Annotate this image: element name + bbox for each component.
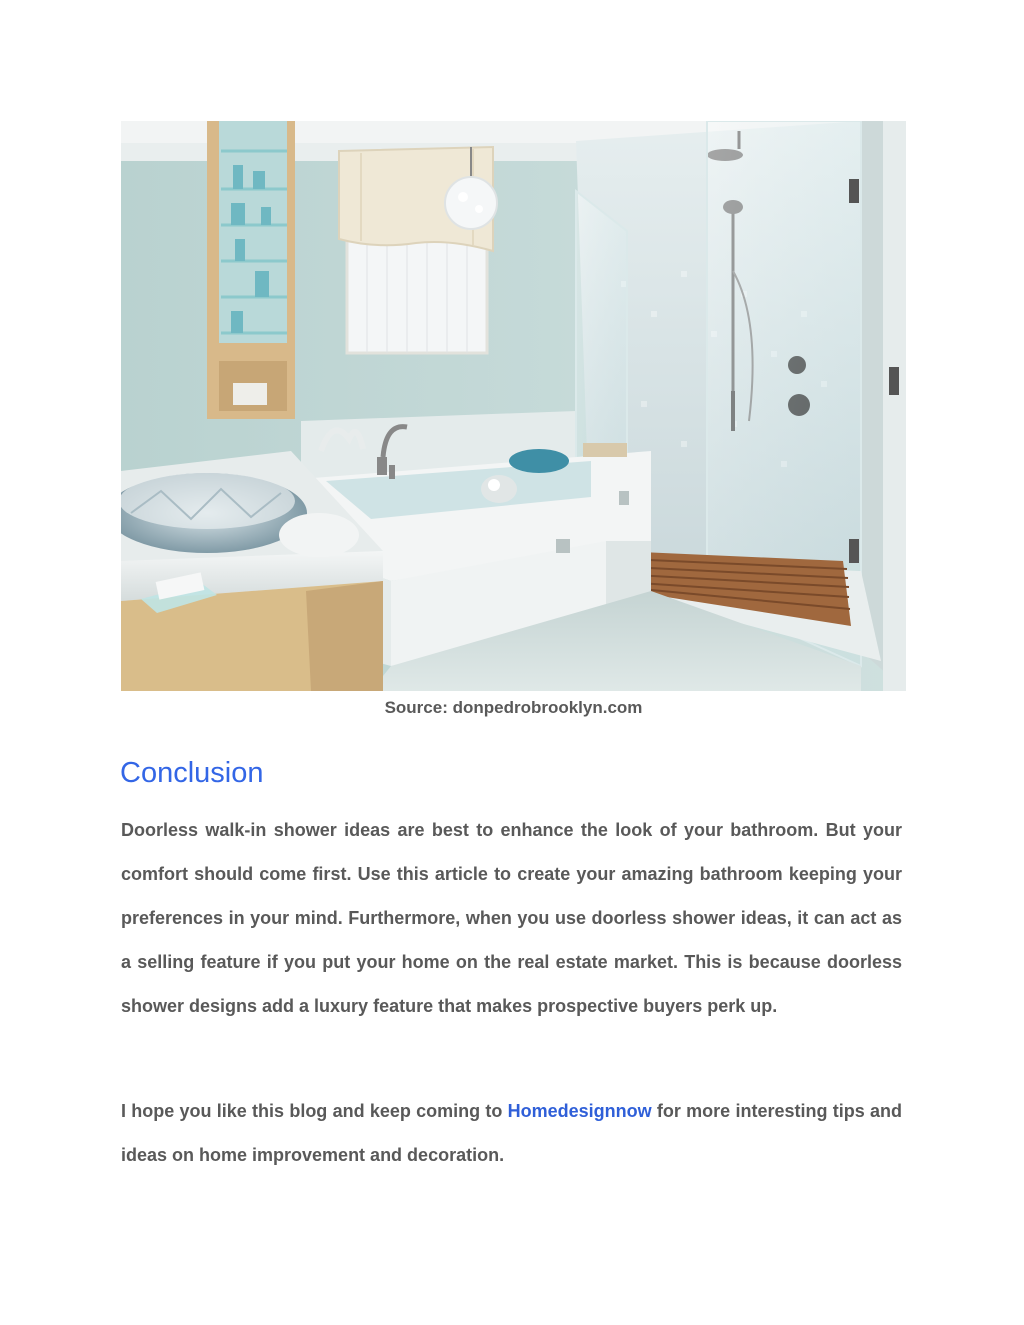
section-heading: Conclusion: [120, 757, 264, 789]
bathroom-illustration: [121, 121, 906, 691]
closing-text-end: for more interesting tips and ideas on home improvement and decoration.: [121, 1101, 902, 1165]
conclusion-paragraph: Doorless walk-in shower ideas are best to enhance the look of your bathroom. But your comfort should come first. Use this article to create your amazing bathroom keeping your preferences in your mind. Furthermore, when you use doorless shower ideas, it can act as a selling feature if you put your home on the real estate market. This is because doorless shower designs add a luxury feature that makes prospective buyers perk up.: [121, 820, 902, 1016]
closing-paragraph: [121, 1089, 902, 1177]
image-caption: Source: donpedrobrooklyn.com: [384, 698, 643, 717]
homedesignnow-link[interactable]: Homedesignnow: [507, 1101, 652, 1121]
closing-text-start: I hope you like this blog and keep coming to: [121, 1101, 503, 1121]
bathroom-photo: [121, 121, 906, 691]
